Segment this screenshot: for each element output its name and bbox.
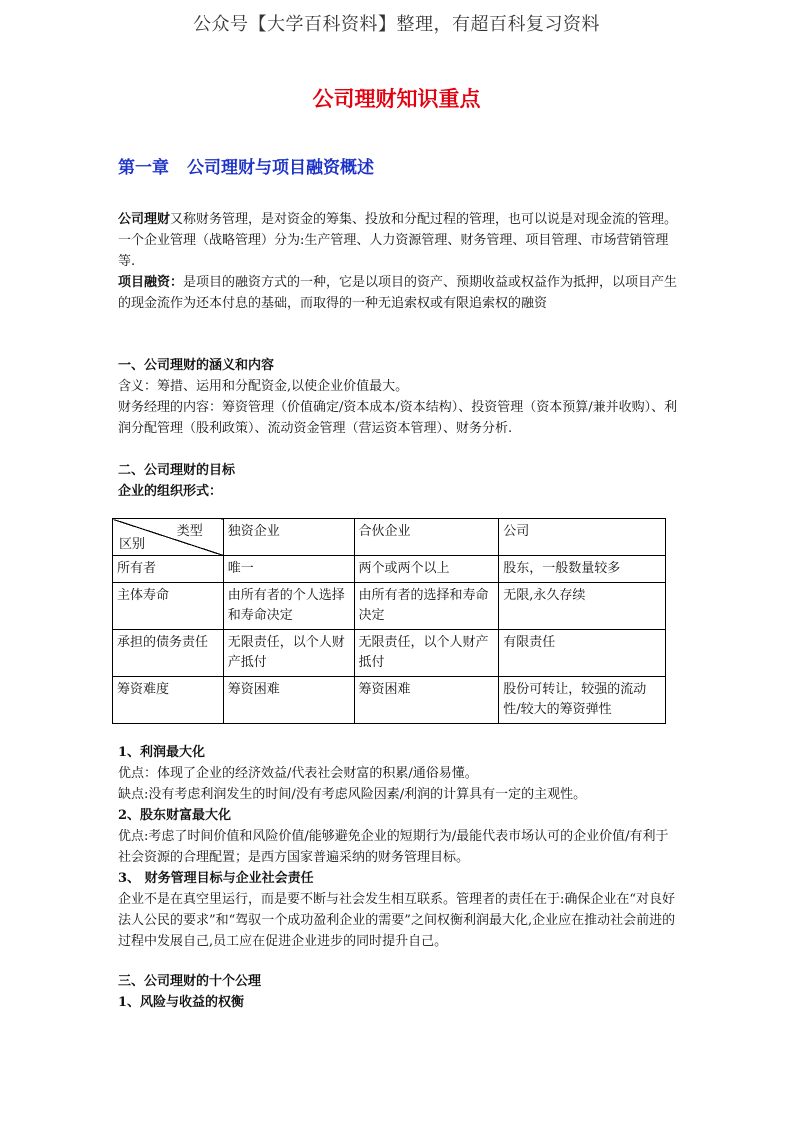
chapter-number: 第一章 (118, 158, 169, 178)
table-row (113, 630, 666, 677)
column-header: 合伙企业 (354, 519, 499, 556)
column-header: 独资企业 (223, 519, 354, 556)
corner-label-type: 类型 (176, 524, 203, 539)
table-cell: 筹资困难 (354, 677, 499, 724)
term-corporate-finance: 公司理财 (118, 212, 171, 227)
column-header: 公司 (499, 519, 666, 556)
section-3-heading: 三、公司理财的十个公理 (118, 974, 262, 989)
goals-block (118, 742, 678, 952)
goal-3-title: 3、 财务管理目标与企业社会责任 (118, 871, 314, 886)
intro-paragraph-3: 项目融资：是项目的融资方式的一种，它是以项目的资产、预期收益或权益作为抵押，以项目产生的现金流作为还本付息的基础，而取得的一种无追索权或有限追索权的融资 (118, 275, 678, 311)
table-row (113, 677, 666, 724)
table-cell: 无限,永久存续 (499, 583, 666, 630)
intro-paragraph-2: 一个企业管理（战略管理）分为:生产管理、人力资源管理、财务管理、项目管理、市场营销管理等. (118, 233, 669, 269)
table-cell: 有限责任 (499, 630, 666, 677)
row-label: 筹资难度 (113, 677, 224, 724)
section-1-line-1: 含义：筹措、运用和分配资金,以使企业价值最大。 (118, 379, 409, 394)
intro-paragraph-1: 公司理财又称财务管理，是对资金的筹集、投放和分配过程的管理，也可以说是对现金流的管理。 (118, 212, 678, 227)
corner-label-difference: 区别 (119, 537, 146, 552)
goal-1-cons: 缺点:没有考虑利润发生的时间/没有考虑风险因素/利润的计算具有一定的主观性。 (118, 787, 587, 802)
term-project-finance: 项目融资： (118, 275, 184, 290)
document-title: 公司理财知识重点 (312, 86, 481, 111)
table-row (113, 583, 666, 630)
table-corner-cell (113, 519, 224, 556)
goal-2-pros: 优点:考虑了时间价值和风险价值/能够避免企业的短期行为/最能代表市场认可的企业价值/有利于社会资源的合理配置；是西方国家普遍采纳的财务管理目标。 (118, 829, 669, 865)
section-3 (118, 971, 678, 1013)
table-cell: 筹资困难 (223, 677, 354, 724)
table-cell: 无限责任，以个人财产抵付 (354, 630, 499, 677)
row-label: 所有者 (113, 556, 224, 583)
section-2-subheading: 企业的组织形式： (118, 484, 223, 499)
table-cell: 股份可转让，较强的流动性/较大的筹资弹性 (499, 677, 666, 724)
section-1-line-2: 财务经理的内容：筹资管理（价值确定/资本成本/资本结构）、投资管理（资本预算/兼并收购）、利润分配管理（股利政策）、流动资金管理（营运资本管理）、财务分析. (118, 400, 678, 436)
table-cell: 由所有者的选择和寿命决定 (354, 583, 499, 630)
table-row (113, 556, 666, 583)
section-3-item-1: 1、风险与收益的权衡 (118, 995, 245, 1010)
table-cell: 无限责任，以个人财产抵付 (223, 630, 354, 677)
chapter-name: 公司理财与项目融资概述 (187, 158, 374, 178)
goal-1-pros: 优点：体现了企业的经济效益/代表社会财富的积累/通俗易懂。 (118, 766, 478, 781)
goal-3-text: 企业不是在真空里运行，而是要不断与社会发生相互联系。管理者的责任在于:确保企业在“对良好法人公民的要求”和“驾驭一个成功盈利企业的需要”之间权衡利润最大化,企业应在推动社会前进的过程中发展自己,员工应在促进企业进步的同时提升自己。 (118, 892, 676, 949)
table-cell: 唯一 (223, 556, 354, 583)
table-cell: 股东，一般数量较多 (499, 556, 666, 583)
organization-forms-table (112, 518, 666, 724)
header-banner: 公众号【大学百科资料】整理，有超百科复习资料 (193, 14, 600, 35)
table-cell: 两个或两个以上 (354, 556, 499, 583)
row-label: 主体寿命 (113, 583, 224, 630)
goal-2-title: 2、股东财富最大化 (118, 808, 232, 823)
table-cell: 由所有者的个人选择和寿命决定 (223, 583, 354, 630)
section-1 (118, 355, 678, 439)
intro-block (118, 209, 678, 314)
section-2 (118, 460, 678, 502)
goal-1-title: 1、利润最大化 (118, 745, 206, 760)
section-2-heading: 二、公司理财的目标 (118, 463, 236, 478)
chapter-heading (118, 153, 374, 178)
row-label: 承担的债务责任 (113, 630, 224, 677)
section-1-heading: 一、公司理财的涵义和内容 (118, 358, 275, 373)
table-header-row (113, 519, 666, 556)
